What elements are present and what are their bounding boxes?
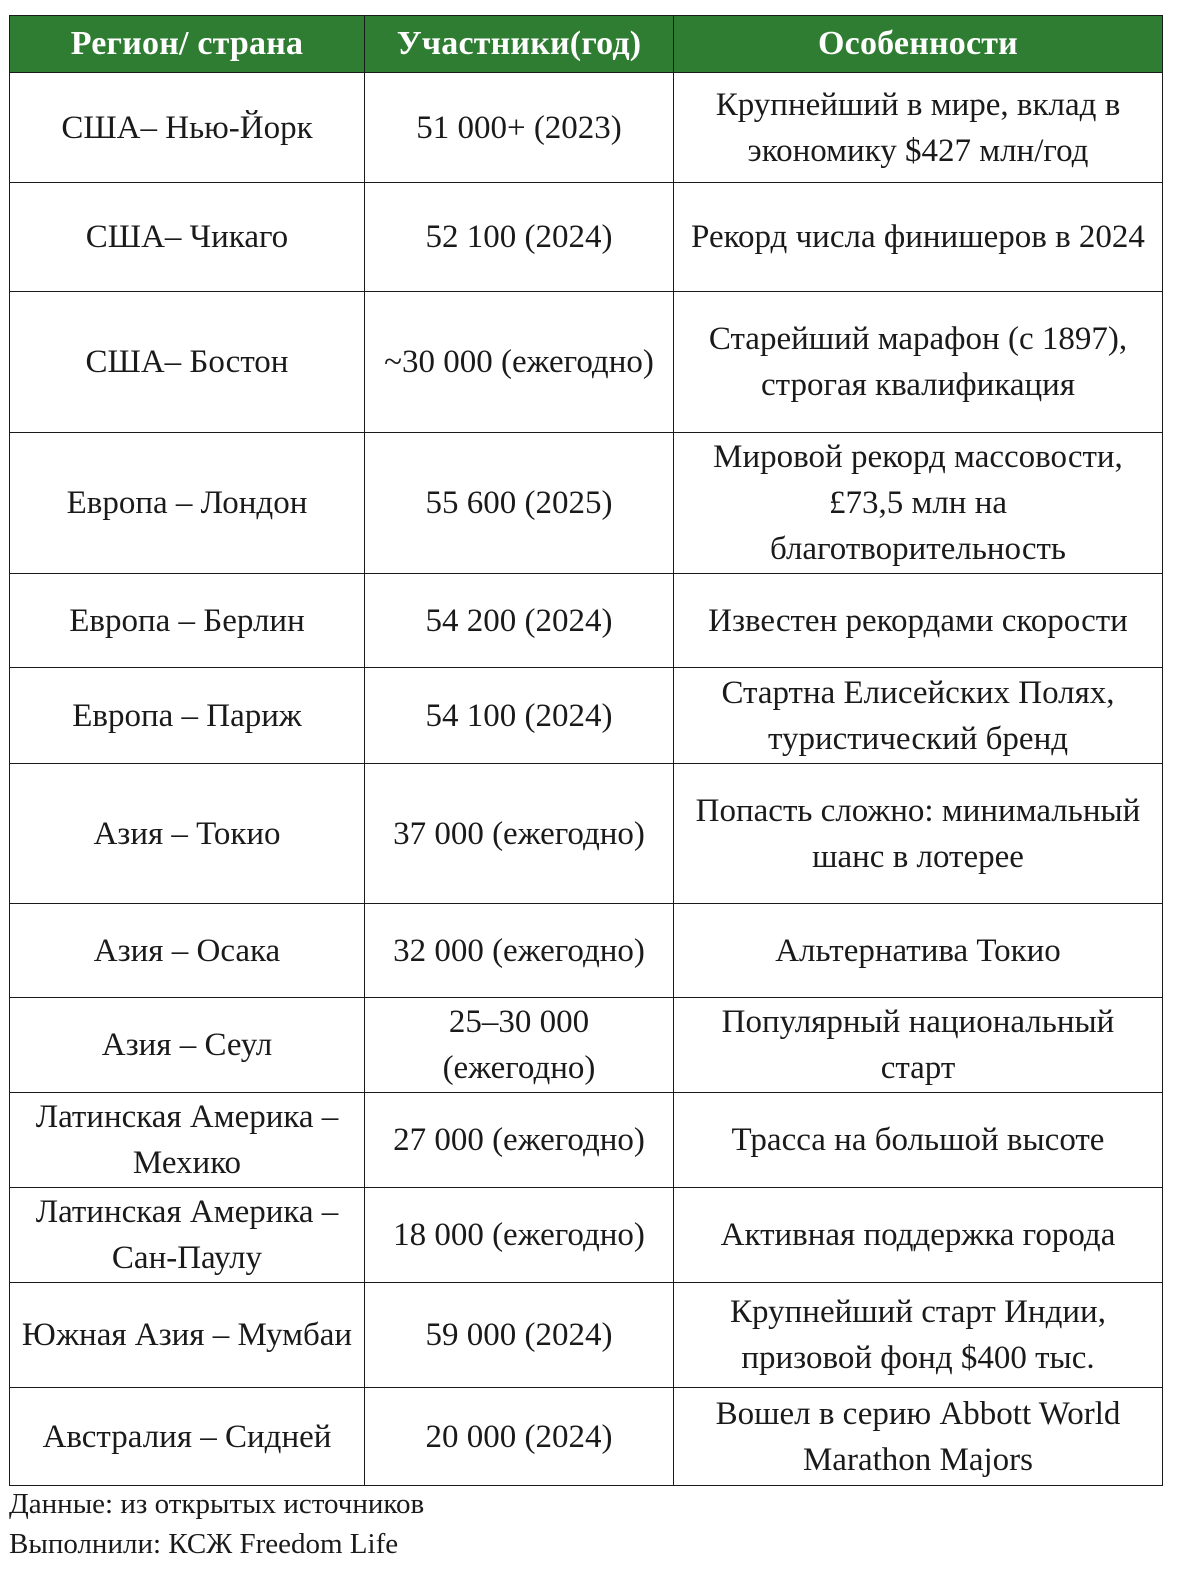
header-region: Регион/ страна	[10, 16, 365, 73]
cell-features: Вошел в серию Abbott World Marathon Majors	[674, 1388, 1163, 1486]
cell-region: Южная Азия – Мумбаи	[10, 1283, 365, 1388]
table-row	[10, 292, 1163, 433]
cell-features: Трасса на большой высоте	[674, 1093, 1163, 1188]
footer-author: Выполнили: КСЖ Freedom Life	[9, 1528, 399, 1560]
cell-features: Старейший марафон (с 1897), строгая квалификация	[674, 292, 1163, 433]
cell-features: Активная поддержка города	[674, 1188, 1163, 1283]
cell-region: Европа – Париж	[10, 668, 365, 764]
cell-region: Азия – Сеул	[10, 998, 365, 1093]
cell-region: США– Чикаго	[10, 183, 365, 292]
header-participants: Участники(год)	[365, 16, 674, 73]
table-row	[10, 574, 1163, 668]
table-row	[10, 764, 1163, 904]
table-row	[10, 433, 1163, 574]
cell-region: Европа – Берлин	[10, 574, 365, 668]
cell-features: Популярный национальный старт	[674, 998, 1163, 1093]
table-row	[10, 73, 1163, 183]
footer-source: Данные: из открытых источников	[9, 1488, 425, 1520]
cell-region: Латинская Америка – Сан-Паулу	[10, 1188, 365, 1283]
cell-region: США– Бостон	[10, 292, 365, 433]
cell-participants: 32 000 (ежегодно)	[365, 904, 674, 998]
cell-region: США– Нью-Йорк	[10, 73, 365, 183]
table-row	[10, 1388, 1163, 1486]
cell-features: Крупнейший в мире, вклад в экономику $427 млн/год	[674, 73, 1163, 183]
cell-features: Попасть сложно: минимальный шанс в лотерее	[674, 764, 1163, 904]
cell-participants: 54 200 (2024)	[365, 574, 674, 668]
table-row	[10, 1188, 1163, 1283]
table-row	[10, 668, 1163, 764]
cell-participants: 18 000 (ежегодно)	[365, 1188, 674, 1283]
cell-region: Австралия – Сидней	[10, 1388, 365, 1486]
cell-participants: 52 100 (2024)	[365, 183, 674, 292]
table-row	[10, 904, 1163, 998]
cell-features: Рекорд числа финишеров в 2024	[674, 183, 1163, 292]
cell-participants: 51 000+ (2023)	[365, 73, 674, 183]
cell-participants: 27 000 (ежегодно)	[365, 1093, 674, 1188]
cell-region: Азия – Осака	[10, 904, 365, 998]
cell-participants: 55 600 (2025)	[365, 433, 674, 574]
cell-participants: 59 000 (2024)	[365, 1283, 674, 1388]
cell-participants: 25–30 000 (ежегодно)	[365, 998, 674, 1093]
cell-features: Крупнейший старт Индии, призовой фонд $400 тыс.	[674, 1283, 1163, 1388]
cell-participants: 20 000 (2024)	[365, 1388, 674, 1486]
table-row	[10, 183, 1163, 292]
cell-participants: 54 100 (2024)	[365, 668, 674, 764]
table-header	[10, 16, 1163, 73]
cell-features: Мировой рекорд массовости, £73,5 млн на благотворительность	[674, 433, 1163, 574]
table-row	[10, 1283, 1163, 1388]
table-row	[10, 1093, 1163, 1188]
marathon-table	[9, 15, 1163, 1486]
table-row	[10, 998, 1163, 1093]
cell-features: Известен рекордами скорости	[674, 574, 1163, 668]
cell-participants: 37 000 (ежегодно)	[365, 764, 674, 904]
header-row	[10, 16, 1163, 73]
cell-participants: ~30 000 (ежегодно)	[365, 292, 674, 433]
table-body	[10, 73, 1163, 1486]
cell-region: Азия – Токио	[10, 764, 365, 904]
marathon-table-container	[9, 15, 1162, 1486]
cell-features: Стартна Елисейских Полях, туристический бренд	[674, 668, 1163, 764]
header-features: Особенности	[674, 16, 1163, 73]
cell-region: Латинская Америка – Мехико	[10, 1093, 365, 1188]
cell-features: Альтернатива Токио	[674, 904, 1163, 998]
cell-region: Европа – Лондон	[10, 433, 365, 574]
